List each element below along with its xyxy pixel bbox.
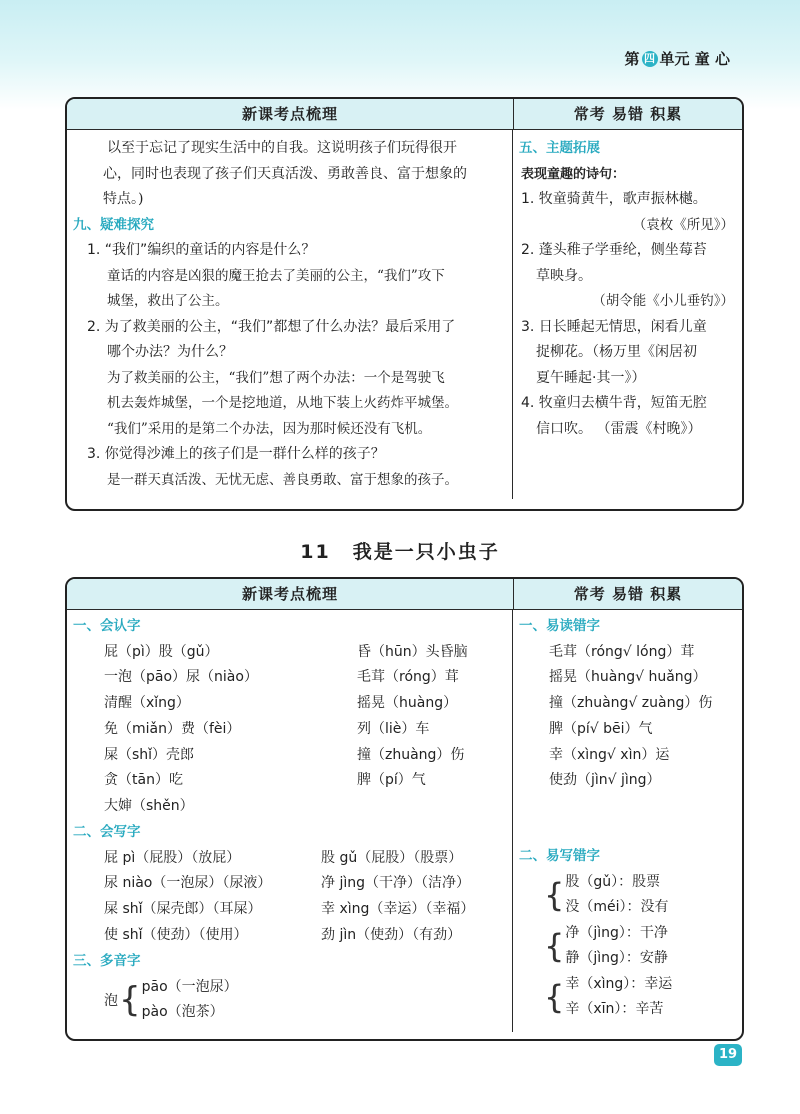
brace-icon: { bbox=[544, 977, 565, 1016]
answer: 城堡，救出了公主。 bbox=[107, 293, 229, 309]
pair-item: 幸（xìng）：幸运 bbox=[565, 975, 673, 992]
lesson-name: 我是一只小虫子 bbox=[352, 541, 500, 563]
header-left: 新课考点梳理 bbox=[67, 579, 514, 609]
subheading: 表现童趣的诗句： bbox=[521, 166, 626, 182]
easy-read-item: 使劲（jìn√ jìng） bbox=[549, 772, 661, 789]
poem-source: （袁枚《所见》） bbox=[632, 216, 734, 233]
answer: 童话的内容是凶狠的魔王抢去了美丽的公主，“我们”攻下 bbox=[107, 267, 445, 284]
answer: 机去轰炸城堡，一个是挖地道，从地下装上火药炸平城堡。 bbox=[107, 395, 458, 411]
poem-source: （胡令能《小儿垂钓》） bbox=[592, 293, 734, 309]
polyphone-reading: pào（泡茶） bbox=[141, 1004, 224, 1021]
question: 3. 你觉得沙滩上的孩子们是一群什么样的孩子？ bbox=[87, 446, 385, 462]
easy-read-item: 幸（xìng√ xìn）运 bbox=[549, 746, 670, 763]
char-pair bbox=[513, 921, 742, 971]
header-right: 常考 易错 积累 bbox=[573, 105, 683, 123]
polyphone-reading: pāo（一泡尿） bbox=[141, 979, 238, 996]
section-heading: 二、会写字 bbox=[73, 824, 141, 841]
notes-box-lower bbox=[65, 577, 744, 1041]
header-left: 新课考点梳理 bbox=[67, 99, 514, 129]
write-item: 屁 pì（屁股）（放屁） bbox=[104, 849, 241, 866]
brace-icon: { bbox=[544, 926, 565, 965]
poem-line: 信口吹。 （雷震《村晚》） bbox=[536, 420, 702, 437]
write-item: 股 gǔ（屁股）（股票） bbox=[321, 849, 463, 866]
page-number: 19 bbox=[714, 1044, 742, 1066]
header-right: 常考 易错 积累 bbox=[573, 585, 683, 603]
poem-line: 4. 牧童归去横牛背，短笛无腔 bbox=[521, 395, 707, 411]
question: 哪个办法？为什么？ bbox=[107, 344, 233, 360]
recog-item: 大婶（shěn） bbox=[104, 798, 194, 815]
write-item: 幸 xìng（幸运）（幸福） bbox=[321, 901, 475, 918]
char-pair bbox=[513, 972, 742, 1022]
recog-item: 清醒（xǐng） bbox=[104, 695, 190, 712]
poem-line: 1. 牧童骑黄牛，歌声振林樾。 bbox=[521, 191, 707, 207]
section-heading: 九、疑难探究 bbox=[73, 216, 154, 233]
polyphone-entry bbox=[67, 974, 512, 1026]
brace-icon: { bbox=[544, 875, 565, 914]
char-pair bbox=[513, 870, 742, 920]
question: 2. 为了救美丽的公主，“我们”都想了什么办法？最后采用了 bbox=[87, 318, 456, 335]
text-line: 心，同时也表现了孩子们天真活泼、勇敢善良、富于想象的 bbox=[103, 165, 467, 182]
section-heading: 一、会认字 bbox=[73, 618, 141, 634]
pair-item: 没（méi）：没有 bbox=[565, 898, 669, 915]
answer: 为了救美丽的公主，“我们”想了两个办法：一个是驾驶飞 bbox=[107, 369, 445, 386]
answer: “我们”采用的是第二个办法，因为那时候还没有飞机。 bbox=[107, 420, 432, 437]
poem-line: 捉柳花。（杨万里《闲居初 bbox=[536, 344, 697, 360]
recog-item: 屁（pì）股（gǔ） bbox=[104, 643, 219, 660]
write-item: 尿 niào（一泡尿）（尿液） bbox=[104, 875, 272, 892]
unit-number: 四 bbox=[642, 51, 658, 67]
answer: 是一群天真活泼、无忧无虑、善良勇敢、富于想象的孩子。 bbox=[107, 471, 458, 488]
box-header bbox=[67, 579, 742, 610]
pair-item: 静（jìng）：安静 bbox=[565, 949, 668, 966]
recog-item: 脾（pí）气 bbox=[357, 772, 426, 789]
easy-read-item: 毛茸（róng√ lóng）茸 bbox=[549, 643, 695, 660]
section-heading: 一、易读错字 bbox=[519, 618, 600, 634]
recog-item: 贪（tān）吃 bbox=[104, 772, 183, 789]
write-item: 屎 shǐ（屎壳郎）（耳屎） bbox=[104, 901, 262, 918]
left-column bbox=[67, 130, 513, 499]
notes-box-upper bbox=[65, 97, 744, 511]
pair-item: 净（jìng）：干净 bbox=[565, 924, 668, 941]
easy-read-item: 撞（zhuàng√ zuàng）伤 bbox=[549, 695, 713, 712]
lesson-title bbox=[0, 537, 800, 564]
text-line: 特点。) bbox=[103, 191, 144, 207]
section-heading: 五、主题拓展 bbox=[519, 140, 600, 156]
poem-line: 草映身。 bbox=[536, 267, 592, 284]
poem-line: 夏午睡起·其一》） bbox=[536, 369, 646, 386]
easy-read-item: 脾（pí√ bēi）气 bbox=[549, 720, 653, 737]
section-heading: 三、多音字 bbox=[73, 952, 141, 969]
right-column bbox=[513, 610, 742, 1032]
write-item: 使 shǐ（使劲）（使用） bbox=[104, 926, 248, 943]
recog-item: 一泡（pāo）尿（niào） bbox=[104, 669, 258, 686]
right-column bbox=[513, 130, 742, 499]
recog-item: 屎（shǐ）壳郎 bbox=[104, 746, 195, 763]
easy-read-item: 摇晃（huàng√ huǎng） bbox=[549, 669, 707, 686]
text-line: 以至于忘记了现实生活中的自我。这说明孩子们玩得很开 bbox=[107, 140, 457, 156]
recog-item: 昏（hūn）头昏脑 bbox=[357, 643, 468, 660]
pair-item: 辛（xīn）：辛苦 bbox=[565, 1000, 664, 1017]
unit-title: 单元 童 心 bbox=[659, 50, 730, 68]
poem-line: 2. 蓬头稚子学垂纶，侧坐莓苔 bbox=[521, 242, 707, 258]
unit-prefix: 第 bbox=[624, 50, 640, 68]
recog-item: 列（liè）车 bbox=[357, 720, 430, 737]
write-item: 净 jìng（干净）（洁净） bbox=[321, 875, 470, 892]
recog-item: 摇晃（huàng） bbox=[357, 695, 458, 712]
section-heading: 二、易写错字 bbox=[519, 848, 600, 865]
recog-item: 撞（zhuàng）伤 bbox=[357, 746, 465, 763]
recog-item: 毛茸（róng）茸 bbox=[357, 669, 459, 686]
brace-icon: { bbox=[119, 980, 141, 1021]
write-item: 劲 jìn（使劲）（有劲） bbox=[321, 926, 462, 943]
box-header bbox=[67, 99, 742, 130]
pair-item: 股（gǔ）：股票 bbox=[565, 873, 661, 890]
polyphone-char: 泡 bbox=[104, 993, 118, 1010]
recog-item: 免（miǎn）费（fèi） bbox=[104, 720, 241, 737]
left-column bbox=[67, 610, 513, 1032]
unit-label bbox=[625, 48, 730, 69]
poem-line: 3. 日长睡起无情思，闲看儿童 bbox=[521, 318, 707, 335]
lesson-number: 11 bbox=[300, 541, 331, 563]
question: 1. “我们”编织的童话的内容是什么？ bbox=[87, 242, 316, 258]
